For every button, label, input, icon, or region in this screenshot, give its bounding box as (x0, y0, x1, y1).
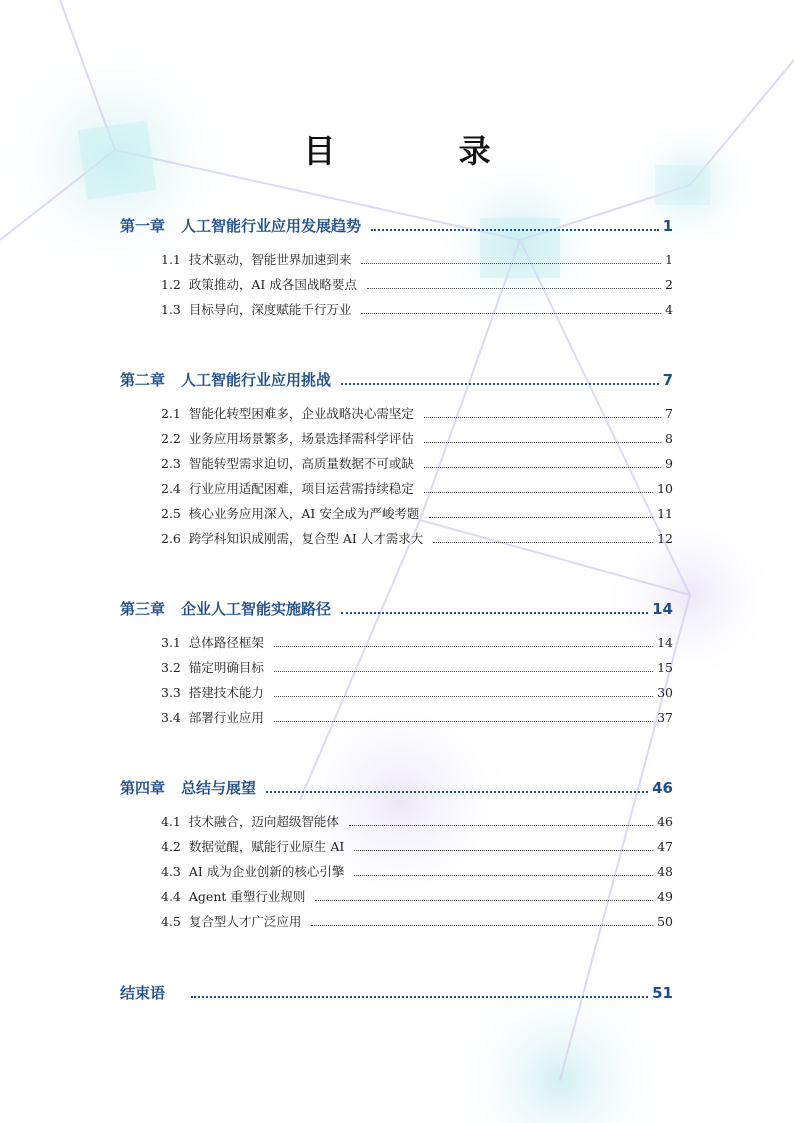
page-number: 9 (665, 456, 673, 471)
dot-leader (424, 467, 661, 468)
section-title: 业务应用场景繁多，场景选择需科学评估 (188, 431, 414, 446)
toc-chapter-4[interactable] (120, 777, 673, 798)
dot-leader (354, 850, 653, 851)
section-title: 跨学科知识成刚需，复合型 AI 人才需求大 (188, 531, 424, 546)
section-number: 2.6 (161, 531, 181, 546)
dot-leader (371, 229, 659, 231)
dot-leader (354, 875, 653, 876)
dot-leader (341, 612, 648, 614)
section-title: 行业应用适配困难，项目运营需持续稳定 (188, 481, 414, 496)
section-title: 数据觉醒，赋能行业原生 AI (188, 839, 345, 854)
section-title: 技术驱动，智能世界加速到来 (188, 252, 352, 267)
dot-leader (349, 825, 653, 826)
dot-leader (361, 263, 661, 264)
chapter-title: 企业人工智能实施路径 (181, 600, 332, 618)
page-title: 目 录 (303, 132, 547, 170)
toc-chapter-3[interactable] (120, 598, 673, 619)
page-number: 30 (657, 685, 673, 700)
page-number: 12 (657, 531, 673, 546)
section-number: 1.2 (161, 277, 181, 292)
page-number: 4 (665, 302, 673, 317)
dot-leader (315, 900, 653, 901)
section-title: 部署行业应用 (188, 710, 264, 725)
page-number: 1 (662, 217, 673, 235)
page-number: 46 (657, 814, 673, 829)
section-title: 锚定明确目标 (188, 660, 264, 675)
page-number: 51 (652, 984, 673, 1002)
section-title: 智能化转型困难多，企业战略决心需坚定 (188, 406, 414, 421)
toc-section-2-6[interactable] (161, 529, 673, 547)
toc-section-4-1[interactable] (161, 812, 673, 830)
toc-section-2-1[interactable] (161, 404, 673, 422)
page-number: 14 (657, 635, 673, 650)
dot-leader (361, 313, 661, 314)
section-number: 4.3 (161, 864, 181, 879)
toc-section-2-3[interactable] (161, 454, 673, 472)
section-number: 4.4 (161, 889, 181, 904)
toc-section-4-4[interactable] (161, 887, 673, 905)
page-number: 10 (657, 481, 673, 496)
toc-section-1-3[interactable] (161, 300, 673, 318)
section-number: 4.1 (161, 814, 181, 829)
section-number: 3.2 (161, 660, 181, 675)
section-title: 政策推动，AI 成各国战略要点 (188, 277, 357, 292)
section-title: 智能转型需求迫切，高质量数据不可或缺 (188, 456, 414, 471)
chapter-title: 总结与展望 (181, 779, 257, 797)
dot-leader (429, 517, 653, 518)
section-number: 3.4 (161, 710, 181, 725)
section-number: 1.3 (161, 302, 181, 317)
section-number: 3.1 (161, 635, 181, 650)
toc-section-3-3[interactable] (161, 683, 673, 701)
chapter-number: 结束语 (120, 984, 166, 1002)
toc-section-4-5[interactable] (161, 912, 673, 930)
section-number: 2.3 (161, 456, 181, 471)
dot-leader (274, 646, 653, 647)
chapter-title: 人工智能行业应用挑战 (181, 371, 332, 389)
section-title: 总体路径框架 (188, 635, 264, 650)
toc-section-4-2[interactable] (161, 837, 673, 855)
page-number: 37 (657, 710, 673, 725)
dot-leader (367, 288, 661, 289)
toc-chapter-2[interactable] (120, 369, 673, 390)
chapter-number: 第四章 (120, 779, 166, 797)
toc-section-3-4[interactable] (161, 708, 673, 726)
toc-chapter-1[interactable] (120, 215, 673, 236)
page-number: 7 (665, 406, 673, 421)
section-title: 复合型人才广泛应用 (188, 914, 302, 929)
toc-section-4-3[interactable] (161, 862, 673, 880)
page-number: 15 (657, 660, 673, 675)
dot-leader (424, 442, 661, 443)
page-number: 7 (662, 371, 673, 389)
section-title: 技术融合，迈向超级智能体 (188, 814, 339, 829)
dot-leader (274, 671, 653, 672)
dot-leader (274, 721, 653, 722)
toc-section-2-4[interactable] (161, 479, 673, 497)
toc-conclusion[interactable] (120, 982, 673, 1003)
toc-section-1-2[interactable] (161, 275, 673, 293)
section-title: Agent 重塑行业规则 (188, 889, 306, 904)
dot-leader (311, 925, 653, 926)
dot-leader (424, 417, 661, 418)
page-number: 49 (657, 889, 673, 904)
page-number: 14 (652, 600, 673, 618)
chapter-title: 人工智能行业应用发展趋势 (181, 217, 362, 235)
page-number: 46 (652, 779, 673, 797)
page-number: 48 (657, 864, 673, 879)
page-number: 50 (657, 914, 673, 929)
dot-leader (191, 996, 648, 998)
section-number: 2.4 (161, 481, 181, 496)
chapter-number: 第二章 (120, 371, 166, 389)
section-number: 2.2 (161, 431, 181, 446)
section-number: 3.3 (161, 685, 181, 700)
toc-section-2-5[interactable] (161, 504, 673, 522)
toc-section-3-2[interactable] (161, 658, 673, 676)
page-number: 2 (665, 277, 673, 292)
dot-leader (433, 542, 653, 543)
toc-section-2-2[interactable] (161, 429, 673, 447)
section-title: 核心业务应用深入，AI 安全成为严峻考题 (188, 506, 420, 521)
chapter-number: 第三章 (120, 600, 166, 618)
section-title: AI 成为企业创新的核心引擎 (188, 864, 345, 879)
section-number: 2.1 (161, 406, 181, 421)
section-title: 搭建技术能力 (188, 685, 264, 700)
page-number: 47 (657, 839, 673, 854)
page-number: 11 (657, 506, 673, 521)
dot-leader (266, 791, 648, 793)
page-number: 1 (665, 252, 673, 267)
toc-section-3-1[interactable] (161, 633, 673, 651)
dot-leader (341, 383, 659, 385)
page-number: 8 (665, 431, 673, 446)
section-number: 4.2 (161, 839, 181, 854)
section-title: 目标导向，深度赋能千行万业 (188, 302, 352, 317)
toc-section-1-1[interactable] (161, 250, 673, 268)
section-number: 4.5 (161, 914, 181, 929)
section-number: 2.5 (161, 506, 181, 521)
section-number: 1.1 (161, 252, 181, 267)
dot-leader (424, 492, 653, 493)
chapter-number: 第一章 (120, 217, 166, 235)
dot-leader (274, 696, 653, 697)
